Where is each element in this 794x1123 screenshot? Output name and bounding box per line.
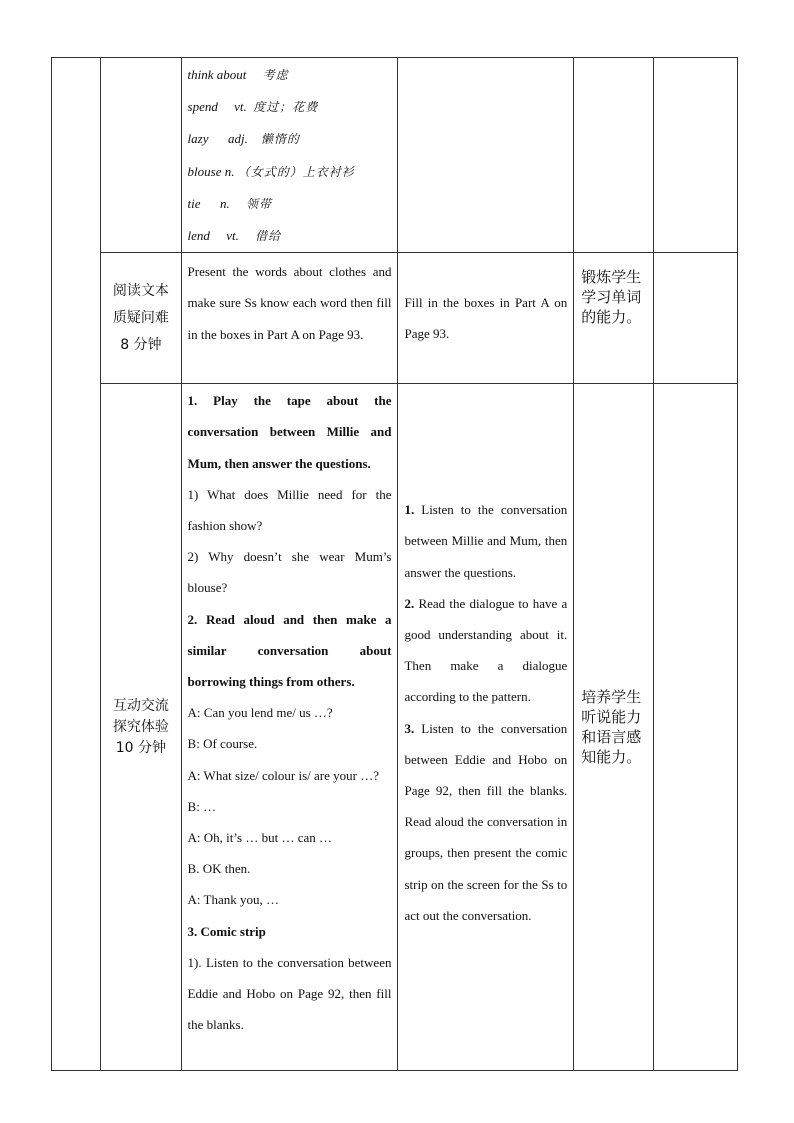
- dialogue-line: B: …: [187, 798, 217, 814]
- dialogue-line: B. OK then.: [187, 861, 251, 877]
- student-activity-cell-empty: [398, 58, 574, 253]
- stage-line: 质疑问难: [112, 309, 169, 326]
- student-step: 2. Read the dialogue to have a good understanding about it. Then make a dialogue according to the pattern.: [404, 595, 568, 705]
- teacher-activity-cell: [181, 253, 398, 384]
- lesson-plan-table: [51, 57, 738, 1071]
- activity-heading: 3. Comic strip: [187, 923, 266, 939]
- margin-column-cell: [52, 58, 101, 1071]
- dialogue-line: A: Can you lend me/ us …?: [187, 705, 333, 721]
- vocabulary-cell: [181, 58, 398, 253]
- notes-cell-empty: [653, 58, 737, 253]
- vocab-item: lend vt. 借给: [187, 228, 282, 244]
- notes-cell: [653, 253, 737, 384]
- goal-cell-empty: [574, 58, 653, 253]
- stage-cell-empty: [101, 58, 181, 253]
- stage-line: 阅读文本: [112, 282, 169, 299]
- student-step: 1. Listen to the conversation between Millie and Mum, then answer the questions.: [404, 502, 568, 580]
- dialogue-line: B: Of course.: [187, 736, 258, 752]
- student-step: 3. Listen to the conversation between Eddie and Hobo on Page 92, then fill the blanks. Read aloud the conversation in groups, then present the comic strip on the screen for the Ss to act out the conversation.: [404, 720, 568, 923]
- comic-strip-task: 1). Listen to the conversation between Eddie and Hobo on Page 92, then fill the blanks.: [187, 954, 392, 1033]
- table-row-interaction: [52, 384, 738, 1071]
- student-activity-cell: [398, 253, 574, 384]
- activity-heading: 2. Read aloud and then make a similar conversation about borrowing things from others.: [187, 611, 392, 690]
- notes-cell: [653, 384, 737, 1071]
- student-activity-cell: [398, 384, 574, 1071]
- vocab-item: lazy adj. 懒惰的: [187, 131, 300, 147]
- goal-cell: [574, 384, 653, 1071]
- dialogue-line: A: Oh, it’s … but … can …: [187, 830, 332, 846]
- vocab-item: tie n. 领带: [187, 195, 273, 211]
- stage-time: 10 分钟: [115, 739, 166, 756]
- stage-cell: [101, 253, 181, 384]
- table-row-reading: [52, 253, 738, 384]
- teacher-activity-cell: [181, 384, 398, 1071]
- teacher-activity-text: Present the words about clothes and make sure Ss know each word then fill in the boxes in Part A on Page 93.: [187, 264, 392, 342]
- vocab-item: think about 考虑: [187, 67, 289, 82]
- stage-cell: [101, 384, 181, 1071]
- vocab-item: spend vt. 度过；花费: [187, 99, 319, 115]
- dialogue-line: A: What size/ colour is/ are your …?: [187, 767, 379, 783]
- dialogue-line: A: Thank you, …: [187, 892, 280, 908]
- goal-text: 培养学生听说能力和语言感知能力。: [581, 688, 642, 767]
- stage-line: 探究体验: [112, 718, 169, 735]
- stage-line: 互动交流: [112, 697, 169, 714]
- activity-heading: 1. Play the tape about the conversation between Millie and Mum, then answer the questions.: [187, 393, 392, 471]
- question-item: 2) Why doesn’t she wear Mum’s blouse?: [187, 549, 392, 596]
- goal-text: 锻炼学生学习单词的能力。: [581, 268, 642, 327]
- question-item: 1) What does Millie need for the fashion show?: [187, 486, 392, 534]
- goal-cell: [574, 253, 653, 384]
- table-row-vocabulary: [52, 58, 738, 253]
- student-activity-text: Fill in the boxes in Part A on Page 93.: [404, 295, 568, 342]
- vocab-item: blouse n. （女式的）上衣衬衫: [187, 163, 355, 179]
- stage-time: 8 分钟: [120, 336, 162, 353]
